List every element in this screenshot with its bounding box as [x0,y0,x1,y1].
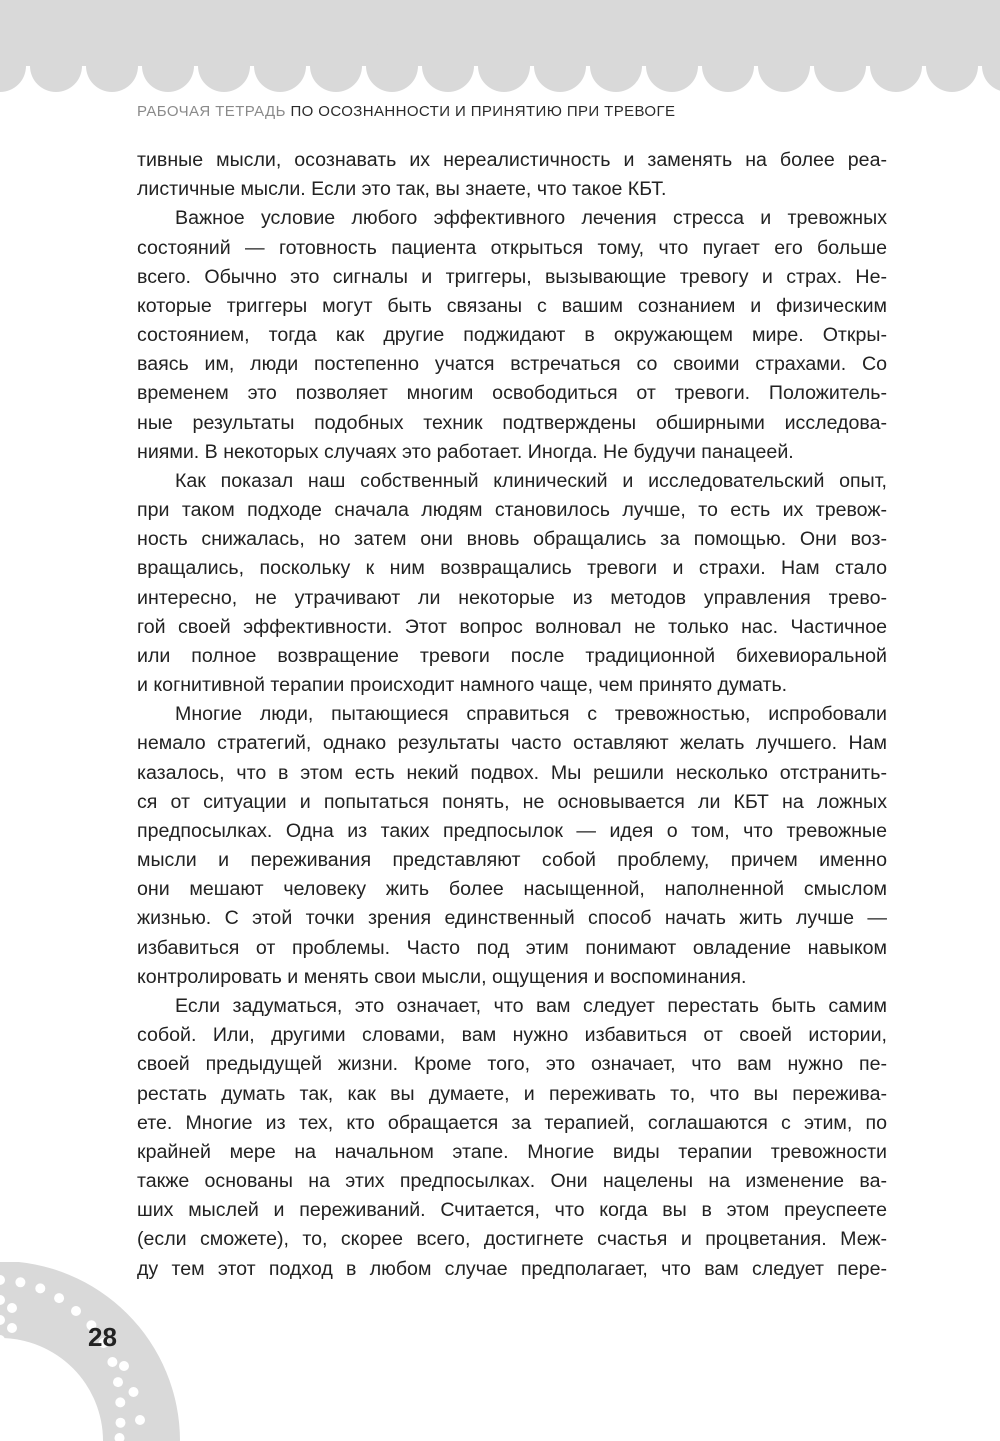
running-head-series: РАБОЧАЯ ТЕТРАДЬ [137,103,286,120]
text-line: также основаны на этих предпосылках. Они нацелены на изменение ва- [137,1170,887,1193]
text-line: Как показал наш собственный клинический и исследовательский опыт, [175,469,887,492]
text-line: ете. Многие из тех, кто обращается за терапией, соглашаются с этим, по [137,1111,887,1134]
page-number: 28 [88,1322,117,1352]
text-line: гой своей эффективности. Этот вопрос волновал не только нас. Частичное [137,615,887,638]
text-line: и когнитивной терапии происходит намного чаще, чем принято думать. [137,674,788,697]
text-line: собой. Или, другими словами, вам нужно избавиться от своей истории, [137,1024,887,1047]
text-line: ших мыслей и переживаний. Считается, что когда вы в этом преуспеете [137,1199,887,1222]
text-line: ду тем этот подход в любом случае предполагает, что вам следует пере- [137,1257,887,1280]
text-line: казалось, что в этом есть некий подвох. Мы решили несколько отстранить- [137,761,887,784]
running-head [137,103,675,120]
text-line: (если сможете), то, скорее всего, достигнете счастья и процветания. Меж- [137,1228,887,1251]
text-line: крайней мере на начальном этапе. Многие виды терапии тревожности [137,1140,887,1163]
text-line: при таком подходе сначала людям становилось лучше, то есть их тревож- [137,499,887,522]
text-line: интересно, не утрачивают ли некоторые из методов управления трево- [137,586,887,609]
text-line: ность снижалась, но затем они вновь обращались за помощью. Они воз- [137,528,887,551]
text-line: своей предыдущей жизни. Кроме того, это означает, что вам нужно пе- [137,1053,887,1076]
text-line: которые триггеры могут быть связаны с вашим сознанием и физическим [137,294,887,317]
text-line: ваясь им, люди постепенно учатся встречаться со своими страхами. Со [137,353,887,376]
text-line: ниями. В некоторых случаях это работает. Иногда. Не будучи панацеей. [137,440,794,463]
text-line: тивные мысли, осознавать их нереалистичность и заменять на более реа- [137,149,887,171]
text-line: Если задуматься, это означает, что вам следует перестать быть самим [175,994,887,1017]
body-text [137,146,887,1284]
text-line: контролировать и менять свои мысли, ощущения и воспоминания. [137,965,747,988]
text-line: мысли и переживания представляют собой проблему, причем именно [137,849,887,872]
text-line: они мешают человеку жить более насыщенной, наполненной смыслом [137,878,887,901]
text-line: немало стратегий, однако результаты часто оставляют желать лучшего. Нам [137,732,887,755]
text-line: вращались, поскольку к ним возвращались тревоги и страхи. Нам стало [137,557,887,580]
text-line: ные результаты подобных техник подтверждены обширными исследова- [137,411,887,434]
text-line: предпосылках. Одна из таких предпосылок — идея о том, что тревожные [137,819,887,842]
text-line: рестать думать так, как вы думаете, и переживать то, что вы пережива- [137,1082,887,1105]
text-line: состояний — готовность пациента открыться тому, что пугает его больше [137,236,887,259]
scalloped-header-band [0,0,1000,92]
text-line: Важное условие любого эффективного лечения стресса и тревожных [175,207,887,230]
text-line: состоянием, тогда как другие поджидают в окружающем мире. Откры- [137,324,887,347]
text-line: Многие люди, пытающиеся справиться с тревожностью, испробовали [175,703,887,726]
running-head-title: ПО ОСОЗНАННОСТИ И ПРИНЯТИЮ ПРИ ТРЕВОГЕ [290,103,676,120]
text-line: избавиться от проблемы. Часто под этим понимают овладение навыком [137,936,887,959]
text-line: или полное возвращение тревоги после традиционной бихевиоральной [137,644,887,667]
text-line: временем это позволяет многим освободиться от тревоги. Положитель- [137,382,887,405]
text-line: жизнью. С этой точки зрения единственный способ начать жить лучше — [137,907,887,930]
text-line: листичные мысли. Если это так, вы знаете, что такое КБТ. [137,178,667,201]
text-line: ся от ситуации и попытаться понять, не основывается ли КБТ на ложных [137,790,887,813]
text-line: всего. Обычно это сигналы и триггеры, вызывающие тревогу и страх. Не- [137,265,887,288]
